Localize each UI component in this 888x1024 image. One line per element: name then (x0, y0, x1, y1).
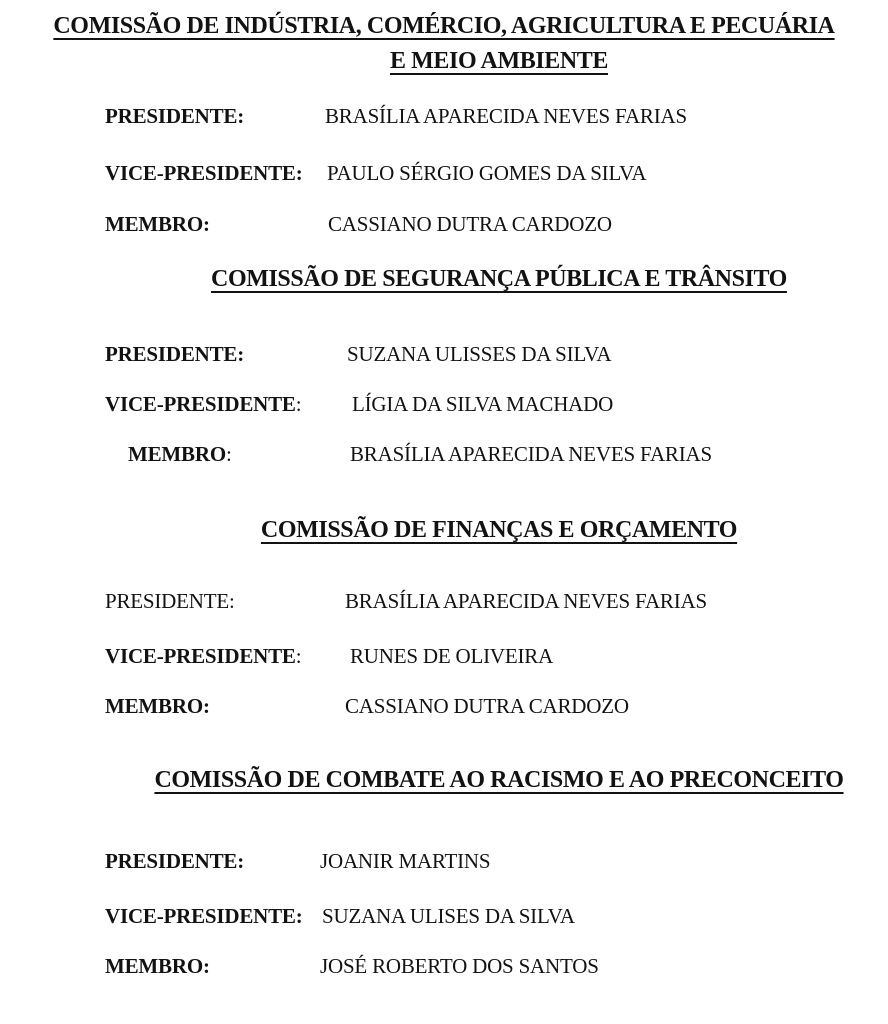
section-title-industria-line1 (0, 13, 888, 40)
person-name: BRASÍLIA APARECIDA NEVES FARIAS (345, 589, 707, 613)
role-label: VICE-PRESIDENTE: (105, 904, 303, 928)
person-name: BRASÍLIA APARECIDA NEVES FARIAS (350, 442, 712, 466)
person-name: SUZANA ULISSES DA SILVA (347, 342, 612, 366)
section-title-racismo (110, 767, 888, 794)
section-title-text: COMISSÃO DE SEGURANÇA PÚBLICA E TRÂNSITO (211, 266, 787, 292)
section-title-text: COMISSÃO DE COMBATE AO RACISMO E AO PRECONCEITO (154, 767, 844, 793)
role-label: VICE-PRESIDENTE: (105, 644, 302, 668)
role-label: PRESIDENTE: (105, 589, 235, 613)
section-title-text: E MEIO AMBIENTE (389, 48, 609, 74)
role-label: MEMBRO: (105, 694, 210, 718)
role-label: MEMBRO: (128, 442, 232, 466)
person-name: BRASÍLIA APARECIDA NEVES FARIAS (325, 104, 687, 128)
person-name: SUZANA ULISES DA SILVA (322, 904, 575, 928)
person-name: RUNES DE OLIVEIRA (350, 644, 554, 668)
role-label: VICE-PRESIDENTE: (105, 392, 302, 416)
role-label: PRESIDENTE: (105, 104, 245, 128)
section-title-financas (110, 517, 888, 544)
person-name: PAULO SÉRGIO GOMES DA SILVA (327, 161, 647, 185)
person-name: CASSIANO DUTRA CARDOZO (328, 212, 612, 236)
role-label: PRESIDENTE: (105, 849, 245, 873)
section-title-text: COMISSÃO DE FINANÇAS E ORÇAMENTO (260, 517, 738, 543)
section-title-text: COMISSÃO DE INDÚSTRIA, COMÉRCIO, AGRICULTURA E PECUÁRIA (53, 13, 835, 39)
section-title-seguranca (110, 266, 888, 293)
role-label: PRESIDENTE: (105, 342, 245, 366)
role-label: MEMBRO: (105, 954, 210, 978)
role-label: VICE-PRESIDENTE: (105, 161, 303, 185)
role-label: MEMBRO: (105, 212, 210, 236)
person-name: LÍGIA DA SILVA MACHADO (352, 392, 614, 416)
person-name: CASSIANO DUTRA CARDOZO (345, 694, 629, 718)
person-name: JOANIR MARTINS (320, 849, 491, 873)
person-name: JOSÉ ROBERTO DOS SANTOS (320, 954, 599, 978)
section-title-industria-line2 (110, 48, 888, 75)
